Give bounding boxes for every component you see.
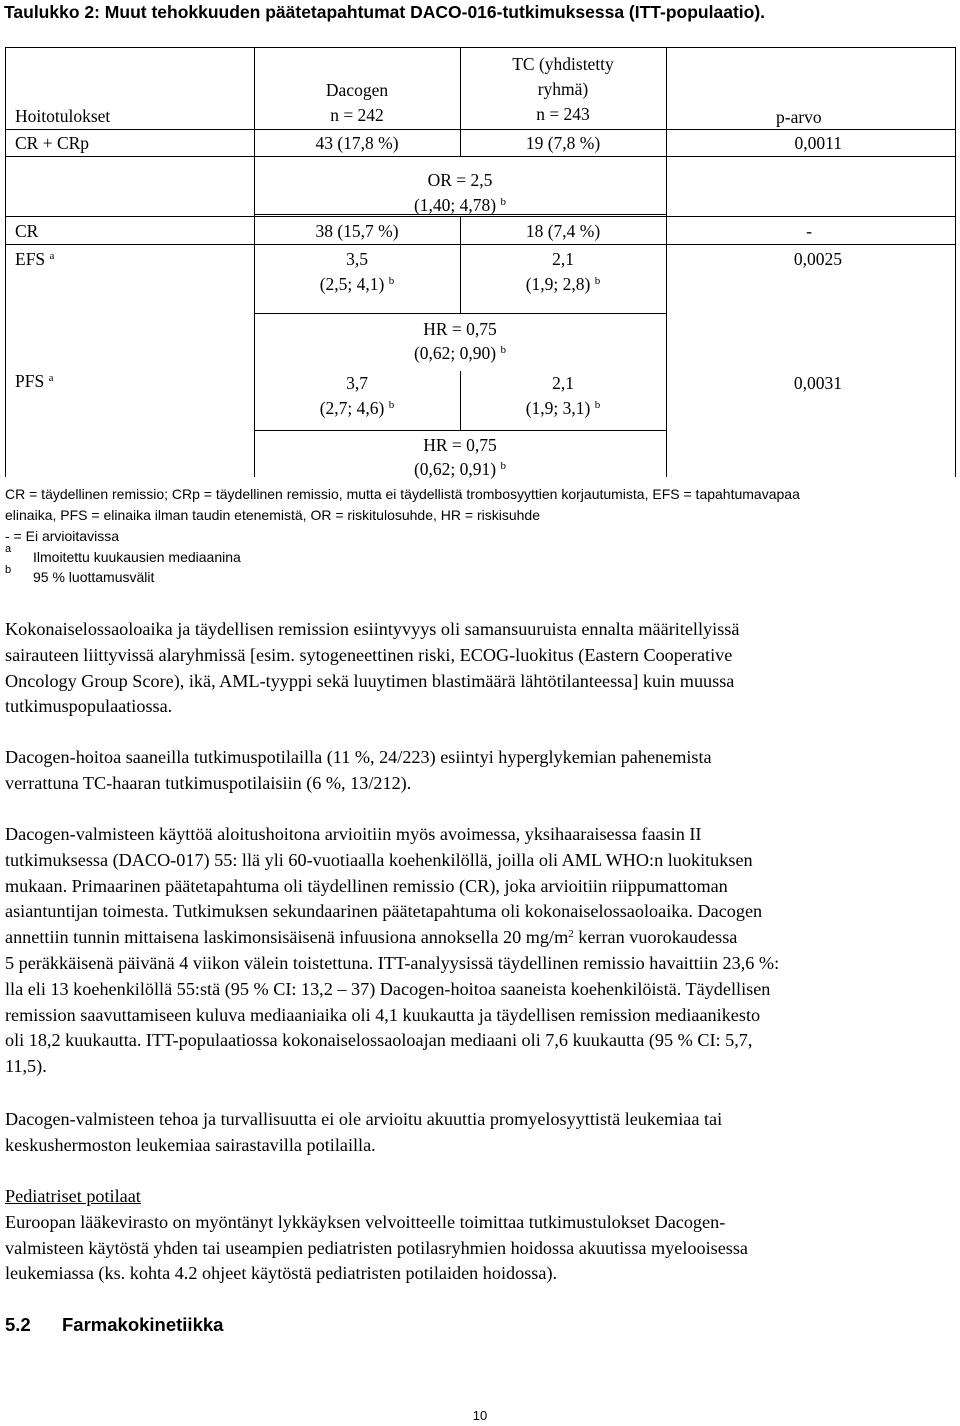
- row-label-efs: EFS $^a$: [15, 249, 55, 269]
- pfs-tc-ci: (1,9; 3,1) $^b$: [525, 398, 601, 418]
- efs-hr-ci: (0,62; 0,90) $^b$: [413, 343, 507, 363]
- page-number: 10: [472, 1408, 488, 1423]
- pfs-dacogen-ci: (2,7; 4,6) $^b$: [319, 398, 395, 418]
- header-tc-n: n = 243: [536, 104, 590, 124]
- pfs-hr: HR = 0,75: [423, 435, 497, 455]
- header-pvalue: p-arvo: [776, 107, 822, 127]
- header-dacogen-n: n = 242: [330, 105, 384, 125]
- cr-pvalue: -: [806, 221, 812, 241]
- header-tc: TC (yhdistetty: [512, 54, 614, 74]
- pfs-pvalue: 0,0031: [793, 373, 842, 393]
- pediatric-heading: Pediatriset potilaat: [5, 1186, 141, 1206]
- footnote-dash: - = Ei arvioitavissa: [5, 528, 119, 544]
- paragraph-subgroups: Kokonaiselossaoloaika ja täydellisen remission esiintyvyys oli samansuuruista ennalta määritellyissä sairauteen liittyvissä alaryhmissä [esim. sytogeneettinen riski, ECOG-luokitus (Eastern Cooperative Oncology Group Score), ikä, AML-tyyppi sekä luuytimen blastimäärä lähtötilanteessa] kuin muussa tutkimuspopulaatiossa.: [5, 619, 740, 717]
- crcrp-tc: 19 (7,8 %): [525, 133, 601, 153]
- footnote-abbrev-2: elinaika, PFS = elinaika ilman taudin etenemistä, OR = riskitulosuhde, HR = riskisuhde: [5, 507, 540, 523]
- cr-dacogen: 38 (15,7 %): [315, 221, 399, 241]
- crcrp-or-ci: (1,40; 4,78) $^b$: [413, 195, 507, 215]
- row-label-crcrp: CR + CRp: [15, 133, 90, 153]
- header-dacogen: Dacogen: [325, 80, 389, 100]
- header-tc-group: ryhmä): [537, 79, 589, 99]
- footnote-b-text: 95 % luottamusvälit: [33, 569, 155, 585]
- efs-dacogen: 3,5: [346, 249, 368, 269]
- footnote-abbrev-1: CR = täydellinen remissio; CRp = täydellinen remissio, mutta ei täydellistä trombosyyttien korjautumista, EFS = tapahtumavapaa: [5, 486, 800, 502]
- row-label-pfs: PFS $^a$: [15, 371, 54, 391]
- cr-tc: 18 (7,4 %): [525, 221, 601, 241]
- footnote-b-mark: b: [5, 564, 12, 576]
- section-heading: [5, 1314, 223, 1336]
- crcrp-dacogen: 43 (17,8 %): [315, 133, 399, 153]
- pfs-hr-ci: (0,62; 0,91) $^b$: [413, 459, 507, 479]
- pediatric-section: Pediatriset potilaat Euroopan lääkevirasto on myöntänyt lykkäyksen velvoitteelle toimittaa tutkimustulokset Dacogen- valmisteen käytöstä yhden tai useampien pediatristen potilasryhmien hoidossa akuutissa myelooisessa leukemiassa (ks. kohta 4.2 ohjeet käytöstä pediatristen potilaiden hoidossa).: [5, 1186, 749, 1284]
- crcrp-or: OR = 2,5: [427, 170, 493, 190]
- efs-pvalue: 0,0025: [793, 249, 842, 269]
- efs-tc-ci: (1,9; 2,8) $^b$: [525, 274, 601, 294]
- section-number: 5.2: [5, 1314, 31, 1335]
- paragraph-apl: Dacogen-valmisteen tehoa ja turvallisuutta ei ole arvioitu akuuttia promyelosyyttistä leukemiaa tai keskushermoston leukemiaa sairastavilla potilailla.: [5, 1109, 723, 1155]
- paragraph-daco017: Dacogen-valmisteen käyttöä aloitushoitona arvioitiin myös avoimessa, yksihaaraisessa faasin II tutkimuksessa (DACO-017) 55: llä yli 60-vuotiaalla koehenkilöllä, joilla oli AML WHO:n luokituksen mukaan. Primaarinen päätetapahtuma oli täydellinen remissio (CR), joka arvioitiin riippumattoman asiantuntijan toimesta. Tutkimuksen sekundaarinen päätetapahtuma oli kokonaiselossaoloaika. Dacogen annettiin tunnin mittaisena laskimonsisäisenä infuusiona annoksella 20 $mg/m^2$ kerran vuorokaudessa 5 peräkkäisenä päivänä 4 viikon välein toistettuna. ITT-analyysissä täydellinen remissio havaittiin 23,6 %: lla eli 13 koehenkilöllä 55:stä (95 % CI: 13,2 – 37) Dacogen-hoitoa saaneista koehenkilöistä. Täydellisen remission saavuttamiseen kuluva mediaaniaika oli 4,1 kuukautta ja täydellisen remission mediaanikesto oli 18,2 kuukautta. ITT-populaatiossa kokonaiselossaoloajan mediaani oli 7,6 kuukautta (95 % CI: 5,7, 11,5).: [5, 824, 780, 1077]
- efs-tc: 2,1: [552, 249, 574, 269]
- footnote-a-text: Ilmoitettu kuukausien mediaanina: [33, 549, 241, 565]
- footnote-a-mark: a: [5, 543, 12, 555]
- row-label-cr: CR: [15, 221, 39, 241]
- header-outcome: Hoitotulokset: [15, 106, 111, 126]
- efs-hr: HR = 0,75: [423, 319, 497, 339]
- crcrp-pvalue: 0,0011: [794, 133, 842, 153]
- pfs-dacogen: 3,7: [346, 373, 368, 393]
- section-title: Farmakokinetiikka: [62, 1314, 224, 1335]
- table-caption: Taulukko 2: Muut tehokkuuden päätetapahtumat DACO-016-tutkimuksessa (ITT-populaatio).: [4, 2, 766, 22]
- pfs-tc: 2,1: [552, 373, 574, 393]
- paragraph-hyperglycemia: Dacogen-hoitoa saaneilla tutkimuspotilailla (11 %, 24/223) esiintyi hyperglykemian pahenemista verrattuna TC-haaran tutkimuspotilaisiin (6 %, 13/212).: [5, 747, 712, 793]
- efs-dacogen-ci: (2,5; 4,1) $^b$: [319, 274, 395, 294]
